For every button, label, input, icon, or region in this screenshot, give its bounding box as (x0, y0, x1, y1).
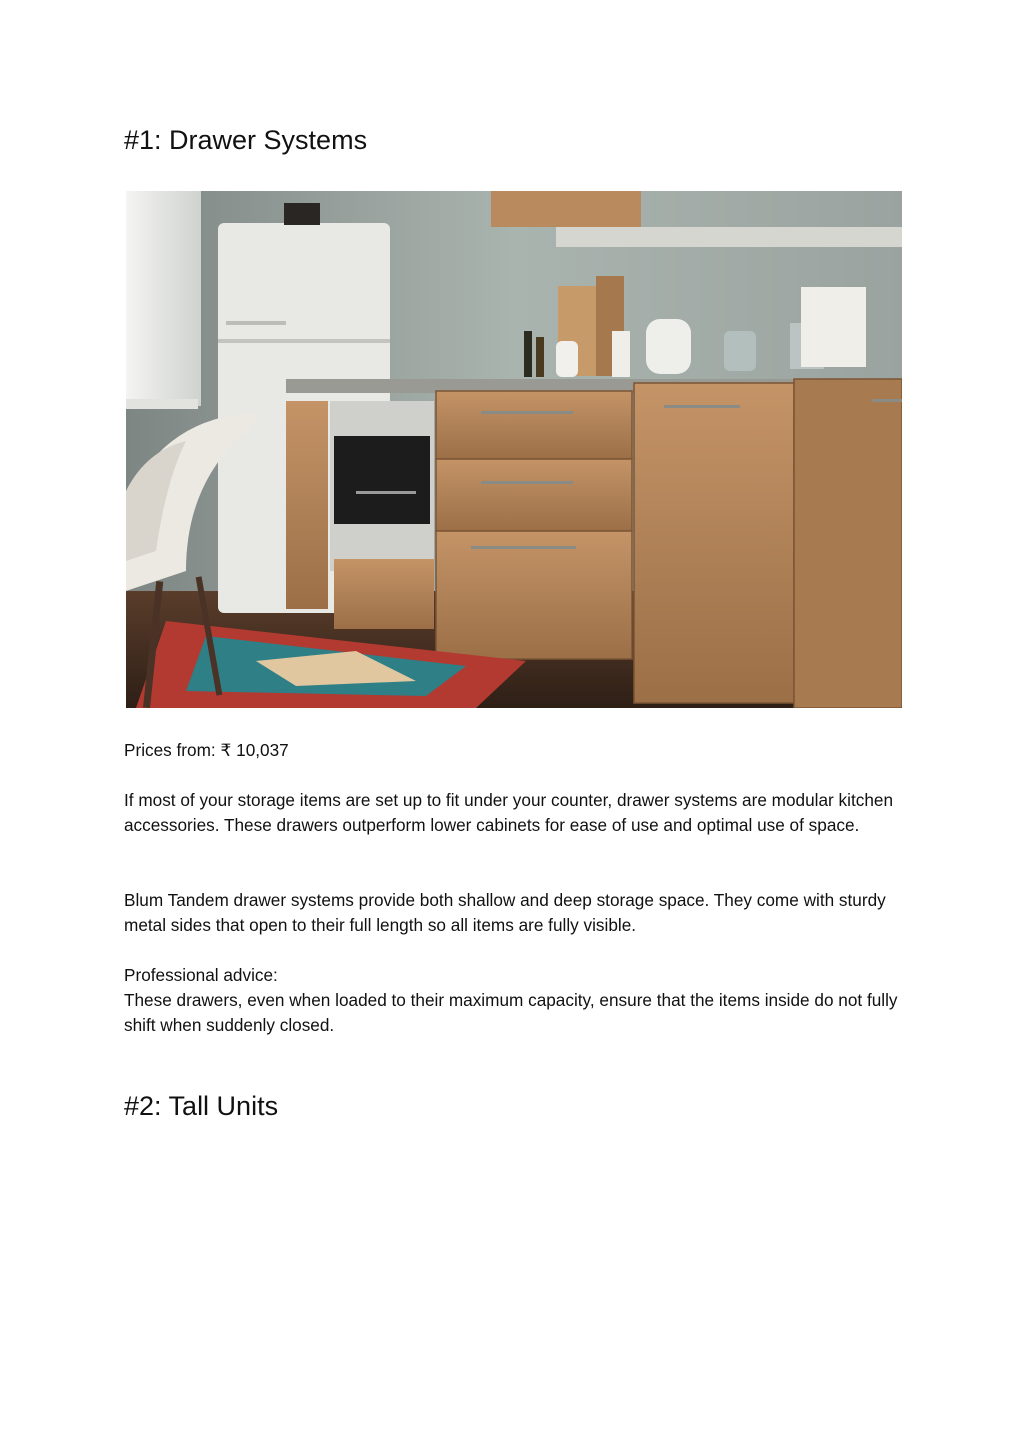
price-line: Prices from: ₹ 10,037 (124, 740, 289, 760)
advice-text: These drawers, even when loaded to their maximum capacity, ensure that the items inside do not fully shift when suddenly closed. (124, 990, 898, 1035)
section-heading-drawer-systems: #1: Drawer Systems (124, 125, 368, 155)
paragraph-intro: If most of your storage items are set up to fit under your counter, drawer systems are modular kitchen accessories. These drawers outperform lower cabinets for ease of use and optimal use of space. (124, 790, 894, 835)
paragraph-blum-tandem: Blum Tandem drawer systems provide both shallow and deep storage space. They come with sturdy metal sides that open to their full length so all items are fully visible. (124, 890, 886, 935)
professional-advice (124, 963, 904, 1038)
kitchen-photo (126, 191, 902, 708)
advice-label: Professional advice: (124, 965, 278, 985)
section-heading-tall-units: #2: Tall Units (124, 1091, 279, 1121)
